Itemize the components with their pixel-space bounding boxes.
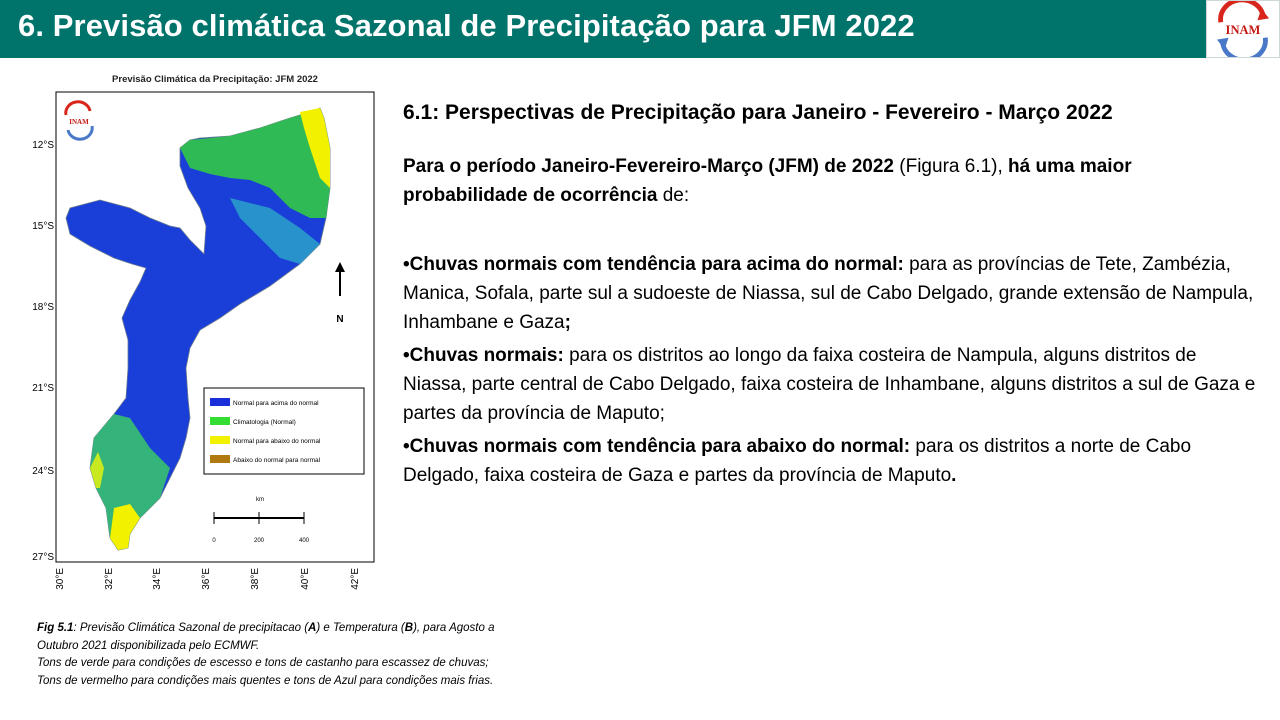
intro-paragraph [403,152,1253,210]
svg-text:200: 200 [253,538,265,544]
logo-text: INAM [1225,22,1261,37]
section-title: 6.1: Perspectivas de Precipitação para Janeiro - Fevereiro - Março 2022 [403,101,1113,124]
svg-text:0: 0 [212,538,216,544]
lon-label: 34°E [152,568,163,590]
bullet-normal: •Chuvas normais: para os distritos ao longo da faixa costeira de Nampula, alguns distritos de Niassa, parte central de Cabo Delgado, faixa costeira de Inhambane, alguns distritos a sul de Gaza e partes da província de Maputo; [403,345,1256,424]
precipitation-map-figure [30,68,380,608]
intro-bold-2: há uma maior probabilidade de ocorrência [403,156,1132,206]
lat-label: 15°S [32,221,54,232]
bullet-above-normal: •Chuvas normais com tendência para acima do normal: para as províncias de Tete, Zambézia, Manica, Sofala, parte sul a sudoeste de Niassa, sul de Cabo Delgado, grande extensão de Nampula, Inhambane e Gaza; [403,254,1254,333]
legend-label: Normal para abaixo do normal [233,438,321,445]
lon-axis [55,568,361,590]
logo-red-arc [1221,1,1264,22]
caption-line-2: Outubro 2021 disponibilizada pelo ECMWF. [37,639,260,652]
lat-label: 18°S [32,302,54,313]
bullet-below-normal: •Chuvas normais com tendência para abaixo do normal: para os distritos a norte de Cabo Delgado, faixa costeira de Gaza e partes da província de Maputo. [403,436,1192,486]
intro-bold-1: Para o período Janeiro-Fevereiro-Março (JFM) de 2022 [403,156,894,177]
legend-label: Abaixo do normal para normal [233,457,321,464]
intro-text-1: (Figura 6.1), [894,156,1009,177]
lon-label: 42°E [350,568,361,590]
north-label: N [336,314,344,325]
inam-logo [1206,0,1280,58]
legend-label: Normal para acima do normal [233,400,319,407]
lon-label: 36°E [201,568,212,590]
map-title: Previsão Climática da Precipitação: JFM 2022 [112,74,318,85]
lat-label: 24°S [32,466,54,477]
lat-axis [32,140,54,563]
map-legend [204,388,364,474]
forecast-bullets [403,250,1263,494]
caption-line-4: Tons de vermelho para condições mais quentes e tons de Azul para condições mais frias. [37,674,494,687]
figure-caption [37,620,607,690]
svg-text:INAM: INAM [69,118,89,126]
header-bar [0,0,1280,58]
page-title: 6. Previsão climática Sazonal de Precipitação para JFM 2022 [18,8,915,43]
lon-label: 40°E [300,568,311,590]
lat-label: 21°S [32,383,54,394]
svg-text:400: 400 [298,538,310,544]
legend-label: Climatologia (Normal) [233,419,296,426]
lat-label: 27°S [32,552,54,563]
lon-label: 32°E [104,568,115,590]
intro-text-2: de: [657,185,690,206]
lon-label: 38°E [250,568,261,590]
caption-line-3: Tons de verde para condições de escesso e tons de castanho para escassez de chuvas; [37,657,489,669]
svg-text:km: km [256,497,264,503]
logo-blue-arc [1223,38,1266,57]
lon-label: 30°E [55,568,66,590]
lat-label: 12°S [32,140,54,151]
caption-line-1: Fig 5.1: Previsão Climática Sazonal de precipitacao (A) e Temperatura (B), para Agosto a [37,622,495,634]
